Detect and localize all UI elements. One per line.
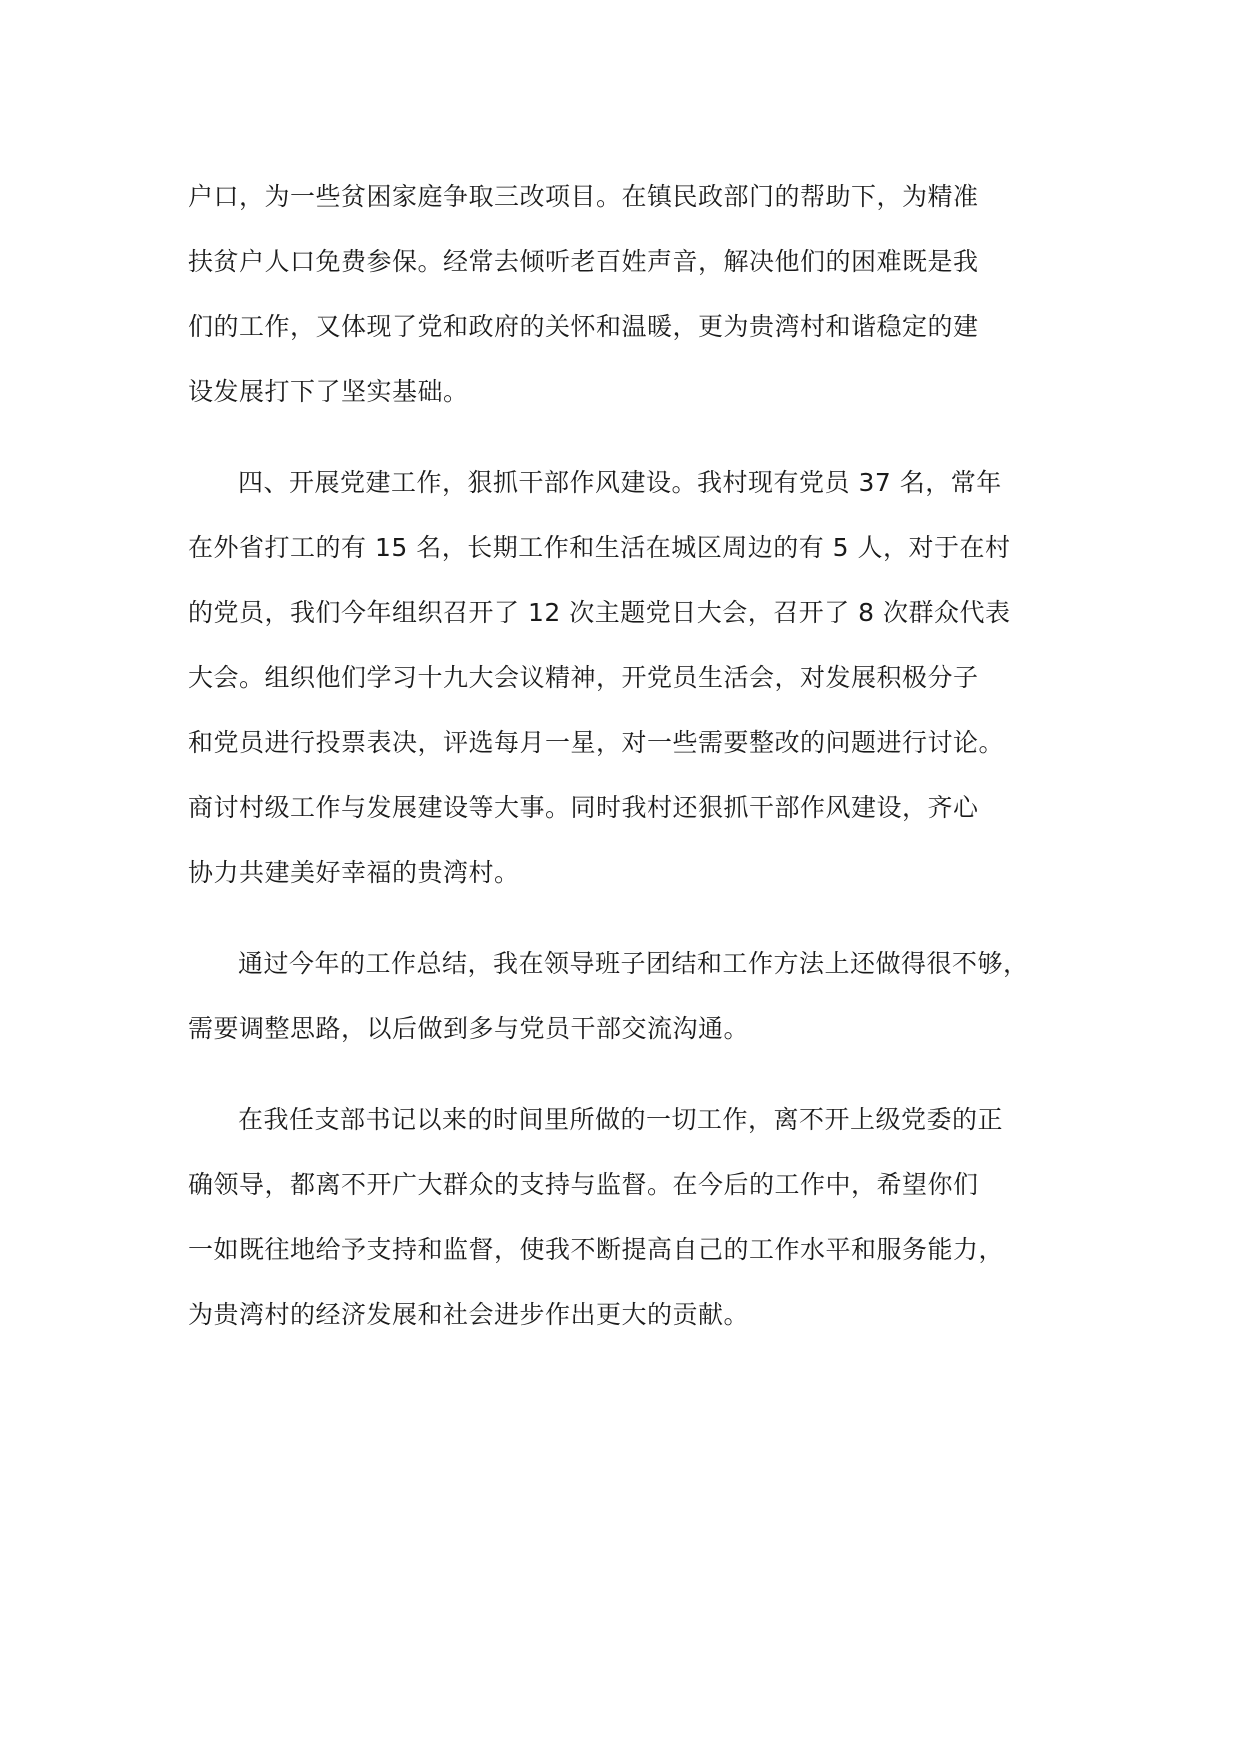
paragraph-line: 一如既往地给予支持和监督，使我不断提高自己的工作水平和服务能力，: [188, 1235, 1005, 1264]
paragraph-line: 四、开展党建工作，狠抓干部作风建设。我村现有党员 37 名，常年: [238, 468, 1002, 497]
paragraph-spacer: [188, 1067, 1088, 1093]
paragraph-line: 需要调整思路，以后做到多与党员干部交流沟通。: [188, 1014, 750, 1043]
paragraph-line: 为贵湾村的经济发展和社会进步作出更大的贡献。: [188, 1300, 750, 1329]
paragraph-line: 扶贫户人口免费参保。经常去倾听老百姓声音，解决他们的困难既是我: [188, 247, 979, 276]
paragraph-line: 的党员，我们今年组织召开了 12 次主题党日大会，召开了 8 次群众代表: [188, 598, 1011, 627]
paragraph-4: [188, 1093, 1088, 1353]
paragraph-spacer: [188, 911, 1088, 937]
paragraph-line: 协力共建美好幸福的贵湾村。: [188, 858, 520, 887]
paragraph-3: [188, 937, 1088, 1067]
paragraph-1: [188, 170, 1088, 430]
paragraph-line: 商讨村级工作与发展建设等大事。同时我村还狠抓干部作风建设，齐心: [188, 793, 979, 822]
paragraph-line: 设发展打下了坚实基础。: [188, 377, 469, 406]
paragraph-2: [188, 456, 1088, 911]
paragraph-line: 户口，为一些贫困家庭争取三改项目。在镇民政部门的帮助下，为精准: [188, 182, 979, 211]
paragraph-line: 大会。组织他们学习十九大会议精神，开党员生活会，对发展积极分子: [188, 663, 979, 692]
paragraph-line: 通过今年的工作总结，我在领导班子团结和工作方法上还做得很不够，: [238, 949, 1029, 978]
paragraph-line: 在外省打工的有 15 名，长期工作和生活在城区周边的有 5 人，对于在村: [188, 533, 1011, 562]
paragraph-line: 们的工作，又体现了党和政府的关怀和温暖，更为贵湾村和谐稳定的建: [188, 312, 979, 341]
paragraph-line: 和党员进行投票表决，评选每月一星，对一些需要整改的问题进行讨论。: [188, 728, 1005, 757]
paragraph-line: 在我任支部书记以来的时间里所做的一切工作，离不开上级党委的正: [238, 1105, 1004, 1134]
paragraph-line: 确领导，都离不开广大群众的支持与监督。在今后的工作中，希望你们: [188, 1170, 979, 1199]
document-body: [188, 170, 1088, 1353]
paragraph-spacer: [188, 430, 1088, 456]
